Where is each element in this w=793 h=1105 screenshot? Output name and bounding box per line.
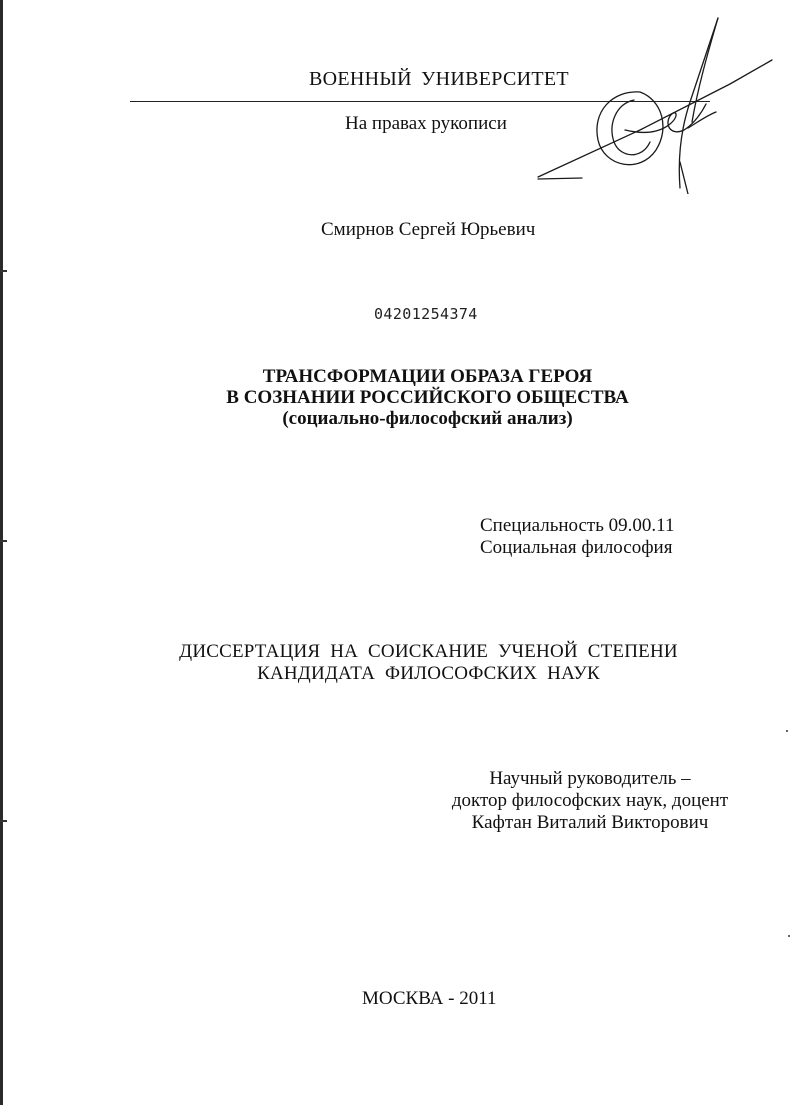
inventory-number: 04201254374 xyxy=(374,305,478,323)
handwritten-signature xyxy=(530,12,780,194)
scan-speck xyxy=(786,730,788,732)
scan-speck xyxy=(788,935,790,937)
specialty-name: Социальная философия xyxy=(480,537,673,558)
scan-edge-mark xyxy=(0,820,7,822)
dissertation-title xyxy=(0,366,793,429)
degree-line: ДИССЕРТАЦИЯ НА СОИСКАНИЕ УЧЕНОЙ СТЕПЕНИ xyxy=(179,641,678,662)
title-subtitle: (социально-философский анализ) xyxy=(282,408,573,429)
university-name: ВОЕННЫЙ УНИВЕРСИТЕТ xyxy=(309,68,569,90)
scan-left-edge xyxy=(0,0,3,1105)
supervisor-name: Кафтан Виталий Викторович xyxy=(471,812,709,833)
supervisor-block xyxy=(440,768,740,834)
specialty-code: Специальность 09.00.11 xyxy=(480,515,675,536)
degree-statement xyxy=(0,641,793,685)
scan-edge-mark xyxy=(0,540,7,542)
scan-edge-mark xyxy=(0,270,7,272)
manuscript-note: На правах рукописи xyxy=(345,113,507,134)
title-line: В СОЗНАНИИ РОССИЙСКОГО ОБЩЕСТВА xyxy=(226,387,629,408)
supervisor-degree: доктор философских наук, доцент xyxy=(451,790,729,811)
degree-line: КАНДИДАТА ФИЛОСОФСКИХ НАУК xyxy=(257,663,600,684)
city-year: МОСКВА - 2011 xyxy=(362,988,497,1009)
author-name: Смирнов Сергей Юрьевич xyxy=(321,219,536,240)
title-line: ТРАНСФОРМАЦИИ ОБРАЗА ГЕРОЯ xyxy=(262,366,593,387)
supervisor-role: Научный руководитель – xyxy=(489,768,691,789)
